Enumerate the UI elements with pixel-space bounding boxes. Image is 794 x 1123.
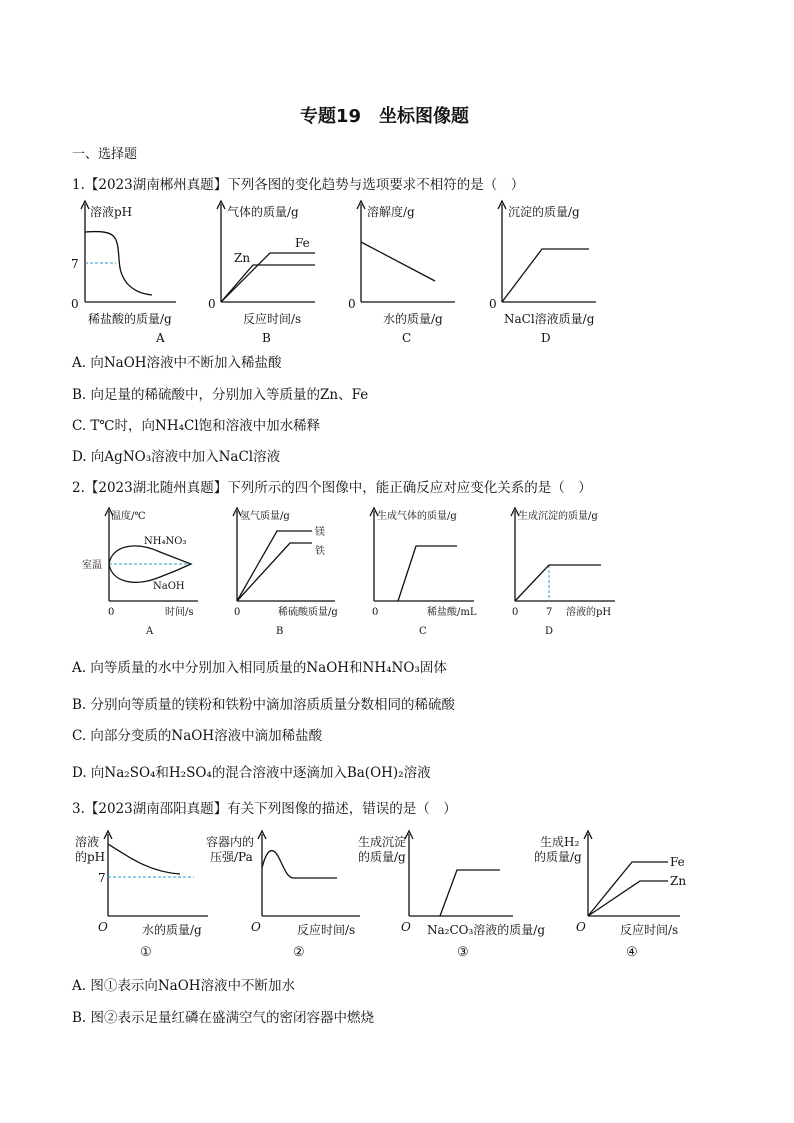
q3-fig-2 [205,828,365,960]
q2-fig-d [505,505,630,640]
q3-3-caption: ③ [457,945,469,960]
q1-d-origin: 0 [489,297,497,311]
q1-fig-b [205,198,330,346]
q3-4-xlabel: 反应时间/s [620,923,679,937]
q1-b-ylabel: 气体的质量/g [227,205,299,219]
q2-fig-c [364,505,489,640]
q3-2-origin: O [251,920,261,934]
q1-fig-d [486,198,611,346]
q1-option-d: D. 向AgNO₃溶液中加入NaCl溶液 [72,449,281,465]
page-title: 专题19 坐标图像题 [300,106,470,127]
q2-b-xlabel: 稀硫酸质量/g [278,607,338,618]
q1-d-ylabel: 沉淀的质量/g [508,205,580,219]
q2-c-origin: 0 [372,607,379,618]
q1-d-caption: D [541,331,551,345]
q1-b-origin: 0 [208,297,216,311]
q3-2-xlabel: 反应时间/s [297,923,356,937]
q2-c-caption: C [419,626,427,637]
q2-option-c: C. 向部分变质的NaOH溶液中滴加稀盐酸 [72,728,323,744]
q2-d-xlabel: 溶液的pH [566,607,612,618]
q3-3-origin: O [401,920,411,934]
q1-b-caption: B [262,331,271,345]
q2-a-origin: 0 [108,607,115,618]
q3-3-line [440,870,500,916]
q1-a-xlabel: 稀盐酸的质量/g [88,312,172,326]
q3-4-zn-line [588,881,668,916]
q1-d-line [502,249,589,302]
q2-b-origin: 0 [234,607,241,618]
q2-d-line [515,565,601,601]
q2-b-label-mg: 镁 [315,527,325,538]
q1-a-ytick: 7 [71,257,79,271]
q2-option-a: A. 向等质量的水中分别加入相同质量的NaOH和NH₄NO₃固体 [72,660,447,676]
q2-option-b: B. 分别向等质量的镁粉和铁粉中滴加溶质质量分数相同的稀硫酸 [72,697,456,713]
q1-option-b: B. 向足量的稀硫酸中，分别加入等质量的Zn、Fe [72,387,369,403]
q1-c-ylabel: 溶解度/g [367,205,415,219]
q3-fig-3 [355,828,550,960]
q2-b-mg-line [237,531,312,601]
q2-c-line [398,546,457,601]
q1-fig-a [66,198,191,346]
q3-3-xlabel: Na₂CO₃溶液的质量/g [427,923,546,937]
q3-2-ylabel1: 容器内的 [206,835,255,849]
q3-fig-1 [70,828,210,960]
q1-stem: 1.【2023湖南郴州真题】下列各图的变化趋势与选项要求不相符的是（ ） [72,177,525,193]
q2-b-caption: B [276,626,284,637]
q2-b-label-fe: 铁 [315,546,325,557]
q3-4-origin: O [576,920,586,934]
q3-1-ylabel2: 的pH [75,850,106,864]
q3-4-label-zn: Zn [670,874,687,888]
q1-c-xlabel: 水的质量/g [383,312,443,326]
q1-b-label-fe: Fe [295,236,310,250]
q1-fig-c [345,198,470,346]
q3-4-caption: ④ [626,945,638,960]
q3-1-curve [108,844,180,874]
q3-1-caption: ① [140,945,152,960]
q1-option-a: A. 向NaOH溶液中不断加入稀盐酸 [72,355,282,371]
q1-option-c: C. T℃时，向NH₄Cl饱和溶液中加水稀释 [72,418,321,434]
q2-d-origin: 0 [512,607,519,618]
q2-fig-b [225,505,350,640]
q3-1-xlabel: 水的质量/g [142,923,202,937]
q1-c-line [361,242,435,281]
q1-b-xlabel: 反应时间/s [243,312,302,326]
q2-option-d: D. 向Na₂SO₄和H₂SO₄的混合溶液中逐滴加入Ba(OH)₂溶液 [72,765,431,781]
q2-a-xlabel: 时间/s [165,607,194,618]
q3-2-caption: ② [293,945,305,960]
q3-stem: 3.【2023湖南邵阳真题】有关下列图像的描述，错误的是（ ） [72,801,457,817]
q1-a-caption: A [156,331,165,345]
q1-a-ylabel: 溶液pH [90,205,133,219]
q2-a-ytick: 室温 [82,560,102,571]
q2-c-ylabel: 生成气体的质量/g [377,511,457,522]
q3-1-ytick: 7 [98,871,106,885]
q3-1-ylabel1: 溶液 [75,835,100,849]
q2-a-label-nh4no3: NH₄NO₃ [144,536,187,547]
q3-2-ylabel2: 压强/Pa [210,850,253,864]
q3-4-ylabel2: 的质量/g [534,850,582,864]
q1-b-label-zn: Zn [234,251,251,265]
section-heading: 一、选择题 [72,147,138,162]
q2-b-ylabel: 氢气质量/g [240,511,290,522]
q2-stem: 2.【2023湖北随州真题】下列所示的四个图像中，能正确反应对应变化关系的是（ ） [72,480,592,496]
q3-fig-4 [528,828,688,960]
q2-a-caption: A [146,626,154,637]
q3-3-ylabel2: 的质量/g [358,850,406,864]
q2-d-ylabel: 生成沉淀的质量/g [518,511,598,522]
q2-c-xlabel: 稀盐酸/mL [427,607,477,618]
q2-a-ylabel: 温度/℃ [111,511,146,522]
q2-d-xtick: 7 [546,607,553,618]
q3-4-ylabel1: 生成H₂ [540,835,580,849]
q2-b-fe-line [237,543,312,601]
q1-a-origin: 0 [71,297,79,311]
q1-c-origin: 0 [348,297,356,311]
q2-fig-a [78,505,203,640]
q1-c-caption: C [402,331,412,345]
q3-1-origin: O [98,920,108,934]
q3-2-curve [262,851,337,878]
q2-a-label-naoh: NaOH [153,581,185,592]
q1-b-zn-line [221,265,315,302]
q1-d-xlabel: NaCl溶液质量/g [504,312,595,326]
q3-3-ylabel1: 生成沉淀 [358,835,407,849]
q3-option-b: B. 图②表示足量红磷在盛满空气的密闭容器中燃烧 [72,1010,375,1026]
q3-4-label-fe: Fe [670,855,685,869]
q3-option-a: A. 图①表示向NaOH溶液中不断加水 [72,978,296,994]
q2-d-caption: D [545,626,554,637]
